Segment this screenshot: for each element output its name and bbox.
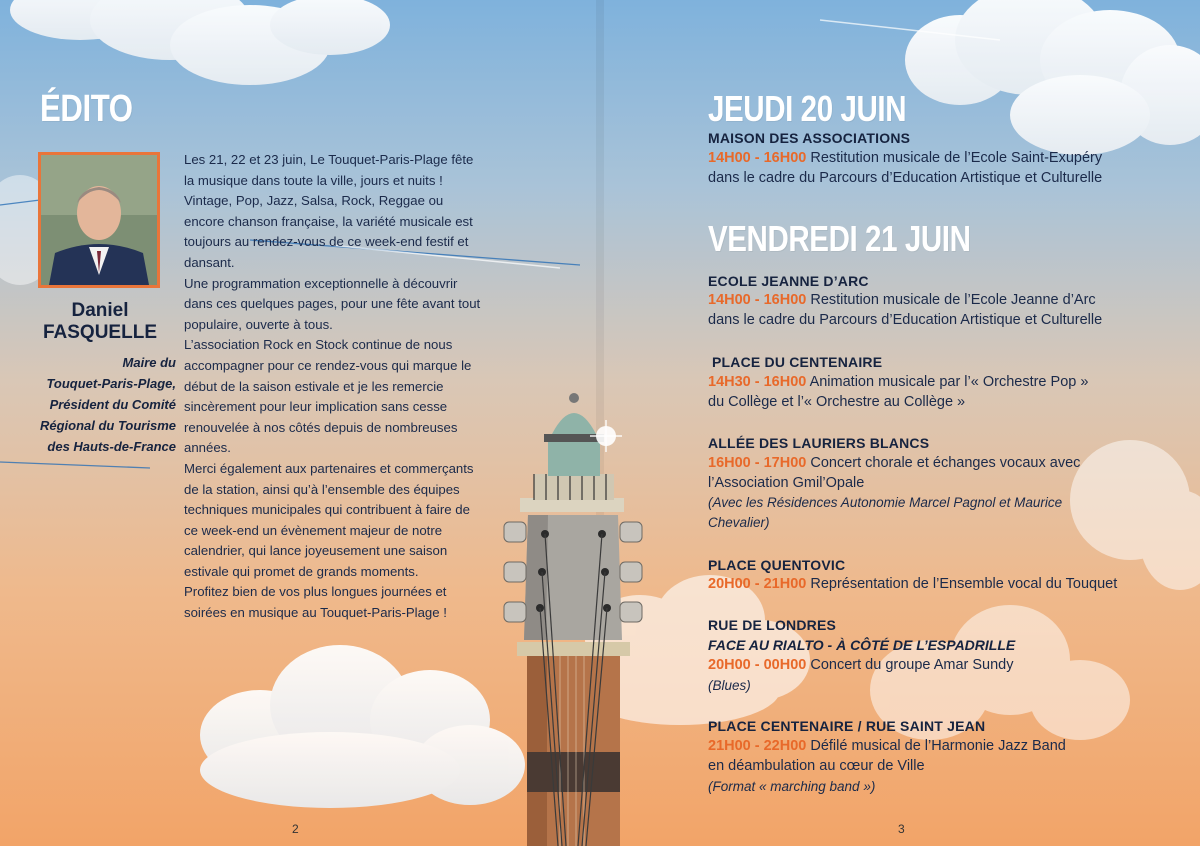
event-desc: Concert chorale et échanges vocaux avec [806,455,1081,471]
event-line [708,292,1096,308]
event-line [708,657,1014,673]
event-time: 20H00 - 21H00 [708,576,807,592]
edito-paragraph: Profitez bien de vos plus longues journées et soirées en musique au Touquet-Paris-Plage ! [184,584,447,621]
venue-label: PLACE QUENTOVIC [708,557,846,573]
venue-label: PLACE DU CENTENAIRE [712,354,883,370]
event-time: 14H00 - 16H00 [708,150,807,166]
edito-paragraph: Une programmation exceptionnelle à découvrir dans ces quelques pages, pour une fête avant tout populaire, ouverte à tous. [184,275,481,332]
event-line: du Collège et l’« Orchestre au Collège » [708,394,966,410]
lighthouse-guitar-illustration [504,393,642,846]
event-time: 14H30 - 16H00 [708,374,807,390]
venue-label: PLACE CENTENAIRE / RUE SAINT JEAN [708,718,986,734]
edito-text [184,150,484,624]
event-time: 21H00 - 22H00 [708,738,807,754]
event-time: 20H00 - 00H00 [708,657,807,673]
event-line [708,738,1066,754]
event-line [708,455,1080,471]
role-line: Touquet-Paris-Plage, [46,376,176,391]
day-heading-vendredi: VENDREDI 21 JUIN [708,218,971,259]
event-line: l’Association Gmil’Opale [708,475,865,491]
event-line [708,374,1088,390]
event-line: dans le cadre du Parcours d’Education Artistique et Culturelle [708,312,1103,328]
event-desc: Animation musicale par l’« Orchestre Pop » [806,374,1089,390]
venue-sublabel: FACE AU RIALTO - À CÔTÉ DE L’ESPADRILLE [708,637,1016,653]
page-number-right: 3 [898,822,905,836]
event-desc: Représentation de l’Ensemble vocal du Touquet [806,576,1118,592]
event-desc: Restitution musicale de l’Ecole Saint-Exupéry [806,150,1103,166]
author-role [20,352,176,457]
role-line: Régional du Tourisme [39,418,176,433]
edito-paragraph: Merci également aux partenaires et commerçants de la station, ainsi qu’à l’ensemble des équipes techniques municipales qui contribuent à faire de ce week-end un évènement majeur de notre calendrier, qui lance joyeusement une saison estivale qui promet de grands moments. [184,460,474,579]
page-number-left: 2 [292,822,299,836]
event-time: 16H00 - 17H00 [708,455,807,471]
event-time: 14H00 - 16H00 [708,292,807,308]
venue-label: ALLÉE DES LAURIERS BLANCS [708,435,930,451]
event-note: (Blues) [708,678,751,693]
edito-heading: ÉDITO [40,88,133,130]
venue-label: RUE DE LONDRES [708,617,837,633]
event-note: (Avec les Résidences Autonomie Marcel Pagnol et Maurice [708,495,1063,510]
cloud-illustration [10,0,390,85]
role-line: des Hauts-de-France [47,439,176,454]
author-last-name: FASQUELLE [42,322,157,343]
event-line [708,150,1102,166]
author-first-name: Daniel [71,300,129,321]
event-note: (Format « marching band ») [708,779,876,794]
edito-paragraph: Les 21, 22 et 23 juin, Le Touquet-Paris-Plage fête la musique dans toute la ville, jours et nuits ! Vintage, Pop, Jazz, Salsa, Rock, Reggae ou encore chanson française, la variété musicale est toujours au rendez-vous de ce week-end festif et dansant. [184,152,474,270]
venue-label: ECOLE JEANNE D’ARC [708,273,869,289]
edito-paragraph: L’association Rock en Stock continue de nous accompagner pour ce rendez-vous qui marque le début de la saison estivale et je les remercie sincèrement pour leur implication sans cesse renouvelée à nos côtés depuis de nombreuses années. [184,337,472,456]
event-desc: Défilé musical de l’Harmonie Jazz Band [806,738,1066,754]
portrait-photo [38,152,160,288]
event-desc: Restitution musicale de l’Ecole Jeanne d’Arc [806,292,1096,308]
event-desc: Concert du groupe Amar Sundy [806,657,1014,673]
role-line: Maire du [122,355,176,370]
event-note: Chevalier) [708,515,770,530]
role-line: Président du Comité [49,397,176,412]
event-line: en déambulation au cœur de Ville [708,758,925,774]
day-heading-jeudi: JEUDI 20 JUIN [708,88,907,129]
venue-label: MAISON DES ASSOCIATIONS [708,130,911,146]
event-line [708,576,1117,592]
event-line: dans le cadre du Parcours d’Education Artistique et Culturelle [708,170,1103,186]
